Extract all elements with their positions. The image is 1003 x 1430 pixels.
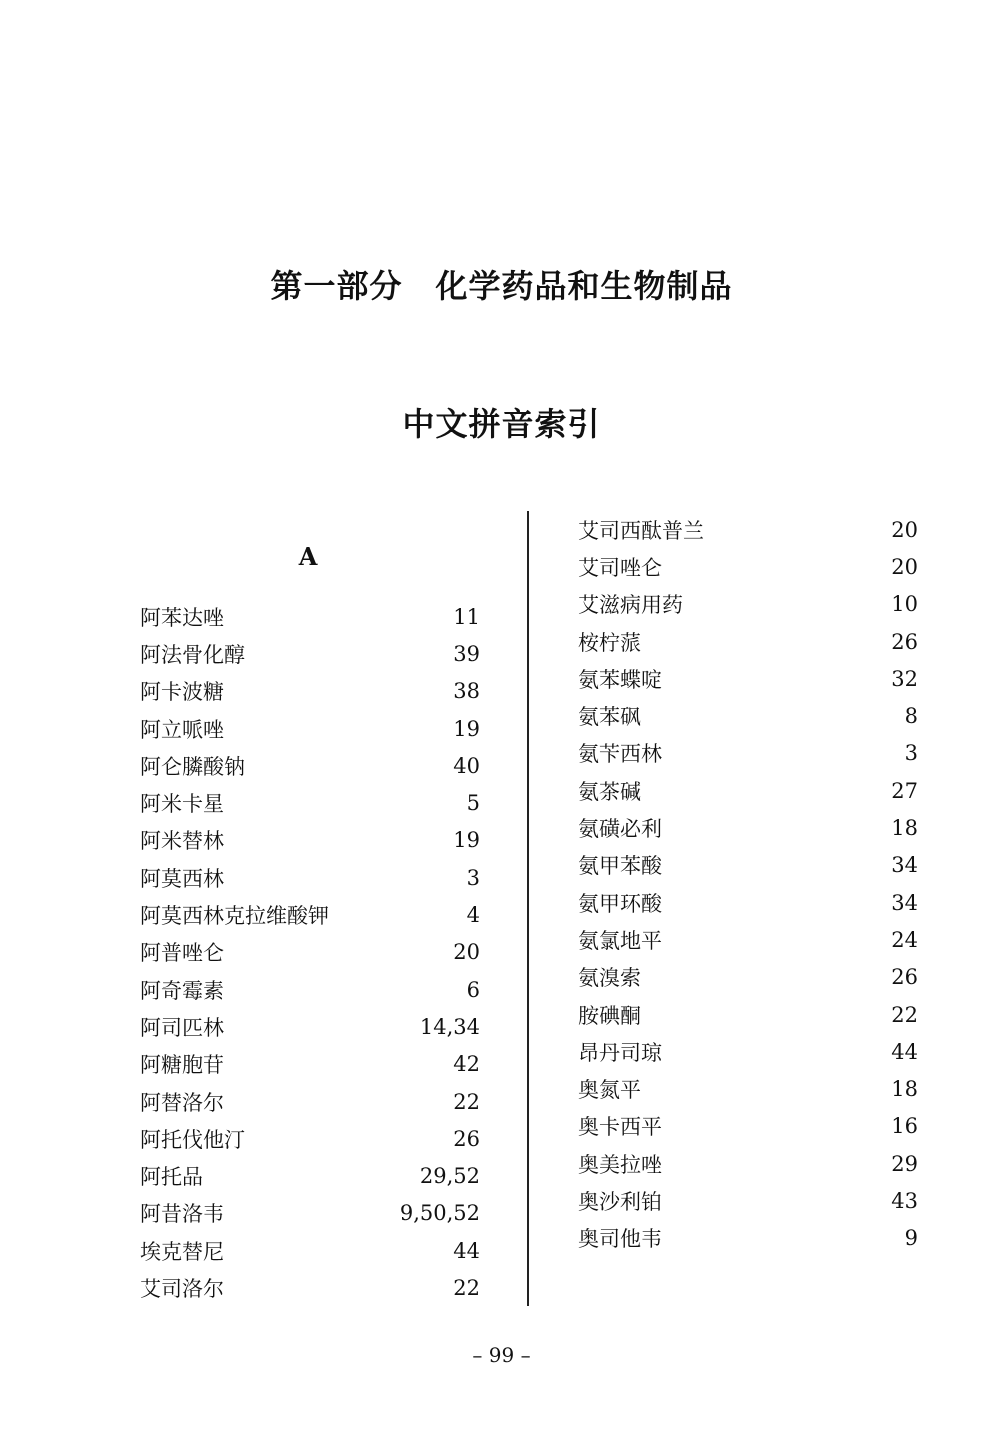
entry-name: 阿米卡星 — [140, 792, 224, 817]
entry-page: 26 — [891, 629, 918, 654]
entry-page: 19 — [453, 716, 480, 741]
entry-name: 阿立哌唑 — [140, 717, 224, 742]
entry-name: 艾司洛尔 — [140, 1276, 224, 1301]
entry-name: 氨氯地平 — [578, 928, 662, 953]
index-entry — [578, 735, 918, 772]
index-entry — [140, 1269, 480, 1306]
entry-page: 22 — [891, 1002, 918, 1027]
entry-page: 32 — [891, 666, 918, 691]
entry-name: 阿托品 — [140, 1165, 203, 1190]
entry-name: 氨甲苯酸 — [578, 854, 662, 879]
index-entry — [140, 673, 480, 710]
entry-name: 埃克替尼 — [140, 1239, 224, 1264]
index-entry — [140, 747, 480, 784]
entry-page: 44 — [453, 1238, 480, 1263]
index-entry — [140, 635, 480, 672]
index-entry — [578, 884, 918, 921]
index-entry — [140, 1083, 480, 1120]
entry-name: 阿托伐他汀 — [140, 1127, 245, 1152]
index-entry — [578, 847, 918, 884]
index-entry — [140, 934, 480, 971]
entry-name: 艾司唑仑 — [578, 555, 662, 580]
entry-name: 奥司他韦 — [578, 1227, 662, 1252]
entry-name: 桉柠蒎 — [578, 630, 641, 655]
index-entry — [140, 1157, 480, 1194]
index-entry — [140, 1046, 480, 1083]
entry-page: 14,34 — [419, 1014, 480, 1039]
index-entry — [578, 1182, 918, 1219]
index-entry — [140, 1008, 480, 1045]
entry-page: 44 — [891, 1039, 918, 1064]
entry-name: 阿司匹林 — [140, 1015, 224, 1040]
entry-page: 9,50,52 — [399, 1201, 480, 1226]
entry-page: 8 — [904, 704, 918, 729]
entry-page: 3 — [904, 741, 918, 766]
index-entry — [140, 710, 480, 747]
entry-page: 10 — [891, 592, 918, 617]
index-entry — [578, 1070, 918, 1107]
entry-name: 氨苯砜 — [578, 705, 641, 730]
entry-name: 氨溴索 — [578, 966, 641, 991]
index-entry — [578, 660, 918, 697]
entry-page: 18 — [891, 816, 918, 841]
index-entry — [578, 1220, 918, 1257]
entry-page: 40 — [453, 753, 480, 778]
entry-page: 20 — [891, 554, 918, 579]
entry-page: 9 — [904, 1226, 918, 1251]
entry-page: 39 — [453, 641, 480, 666]
index-entry — [578, 996, 918, 1033]
index-column-left — [140, 598, 480, 1307]
index-entry — [578, 511, 918, 548]
part-title: 第一部分 化学药品和生物制品 — [270, 267, 733, 305]
entry-name: 氨磺必利 — [578, 817, 662, 842]
index-title: 中文拼音索引 — [402, 405, 601, 443]
entry-page: 26 — [453, 1126, 480, 1151]
entry-name: 昂丹司琼 — [578, 1040, 662, 1065]
entry-page: 3 — [466, 865, 480, 890]
index-entry — [578, 772, 918, 809]
entry-name: 奥氮平 — [578, 1078, 641, 1103]
entry-page: 26 — [891, 965, 918, 990]
entry-name: 阿昔洛韦 — [140, 1202, 224, 1227]
index-column-right — [578, 511, 918, 1257]
entry-name: 阿米替林 — [140, 829, 224, 854]
index-entry — [140, 971, 480, 1008]
entry-name: 阿仑膦酸钠 — [140, 754, 245, 779]
entry-page: 6 — [466, 977, 480, 1002]
entry-page: 34 — [891, 853, 918, 878]
entry-name: 阿莫西林克拉维酸钾 — [140, 904, 329, 929]
index-entry — [140, 1120, 480, 1157]
entry-page: 5 — [466, 791, 480, 816]
entry-name: 艾司西酞普兰 — [578, 518, 704, 543]
entry-name: 氨茶碱 — [578, 779, 641, 804]
index-entry — [578, 623, 918, 660]
entry-page: 27 — [891, 778, 918, 803]
entry-name: 胺碘酮 — [578, 1003, 641, 1028]
entry-page: 11 — [453, 604, 480, 629]
entry-page: 4 — [466, 903, 480, 928]
section-letter: A — [298, 542, 318, 571]
entry-page: 34 — [891, 890, 918, 915]
entry-name: 阿替洛尔 — [140, 1090, 224, 1115]
index-entry — [578, 1108, 918, 1145]
entry-name: 阿莫西林 — [140, 866, 224, 891]
index-entry — [140, 1232, 480, 1269]
entry-page: 29,52 — [419, 1164, 480, 1189]
index-entry — [578, 921, 918, 958]
entry-page: 19 — [453, 828, 480, 853]
index-entry — [578, 1033, 918, 1070]
index-entry — [140, 1195, 480, 1232]
entry-name: 阿苯达唑 — [140, 605, 224, 630]
index-entry — [140, 784, 480, 821]
entry-name: 阿卡波糖 — [140, 680, 224, 705]
entry-name: 氨苯蝶啶 — [578, 667, 662, 692]
entry-page: 22 — [453, 1089, 480, 1114]
entry-name: 奥卡西平 — [578, 1115, 662, 1140]
entry-name: 氨甲环酸 — [578, 891, 662, 916]
index-entry — [578, 1145, 918, 1182]
index-entry — [140, 859, 480, 896]
index-entry — [578, 548, 918, 585]
entry-page: 24 — [891, 927, 918, 952]
entry-page: 38 — [453, 679, 480, 704]
entry-page: 16 — [891, 1114, 918, 1139]
index-entry — [578, 586, 918, 623]
entry-name: 奥美拉唑 — [578, 1152, 662, 1177]
entry-name: 奥沙利铂 — [578, 1189, 662, 1214]
entry-page: 42 — [453, 1052, 480, 1077]
entry-page: 20 — [453, 940, 480, 965]
column-divider — [527, 511, 529, 1306]
index-entry — [578, 809, 918, 846]
index-entry — [578, 697, 918, 734]
index-entry — [140, 896, 480, 933]
entry-page: 29 — [891, 1151, 918, 1176]
entry-name: 艾滋病用药 — [578, 593, 683, 618]
entry-name: 阿法骨化醇 — [140, 642, 245, 667]
index-entry — [578, 959, 918, 996]
index-entry — [140, 822, 480, 859]
entry-page: 20 — [891, 517, 918, 542]
entry-name: 阿糖胞苷 — [140, 1053, 224, 1078]
page-number: – 99 – — [472, 1343, 531, 1367]
entry-name: 氨苄西林 — [578, 742, 662, 767]
entry-page: 43 — [891, 1188, 918, 1213]
entry-page: 22 — [453, 1275, 480, 1300]
index-entry — [140, 598, 480, 635]
entry-name: 阿普唑仑 — [140, 941, 224, 966]
entry-name: 阿奇霉素 — [140, 978, 224, 1003]
entry-page: 18 — [891, 1077, 918, 1102]
